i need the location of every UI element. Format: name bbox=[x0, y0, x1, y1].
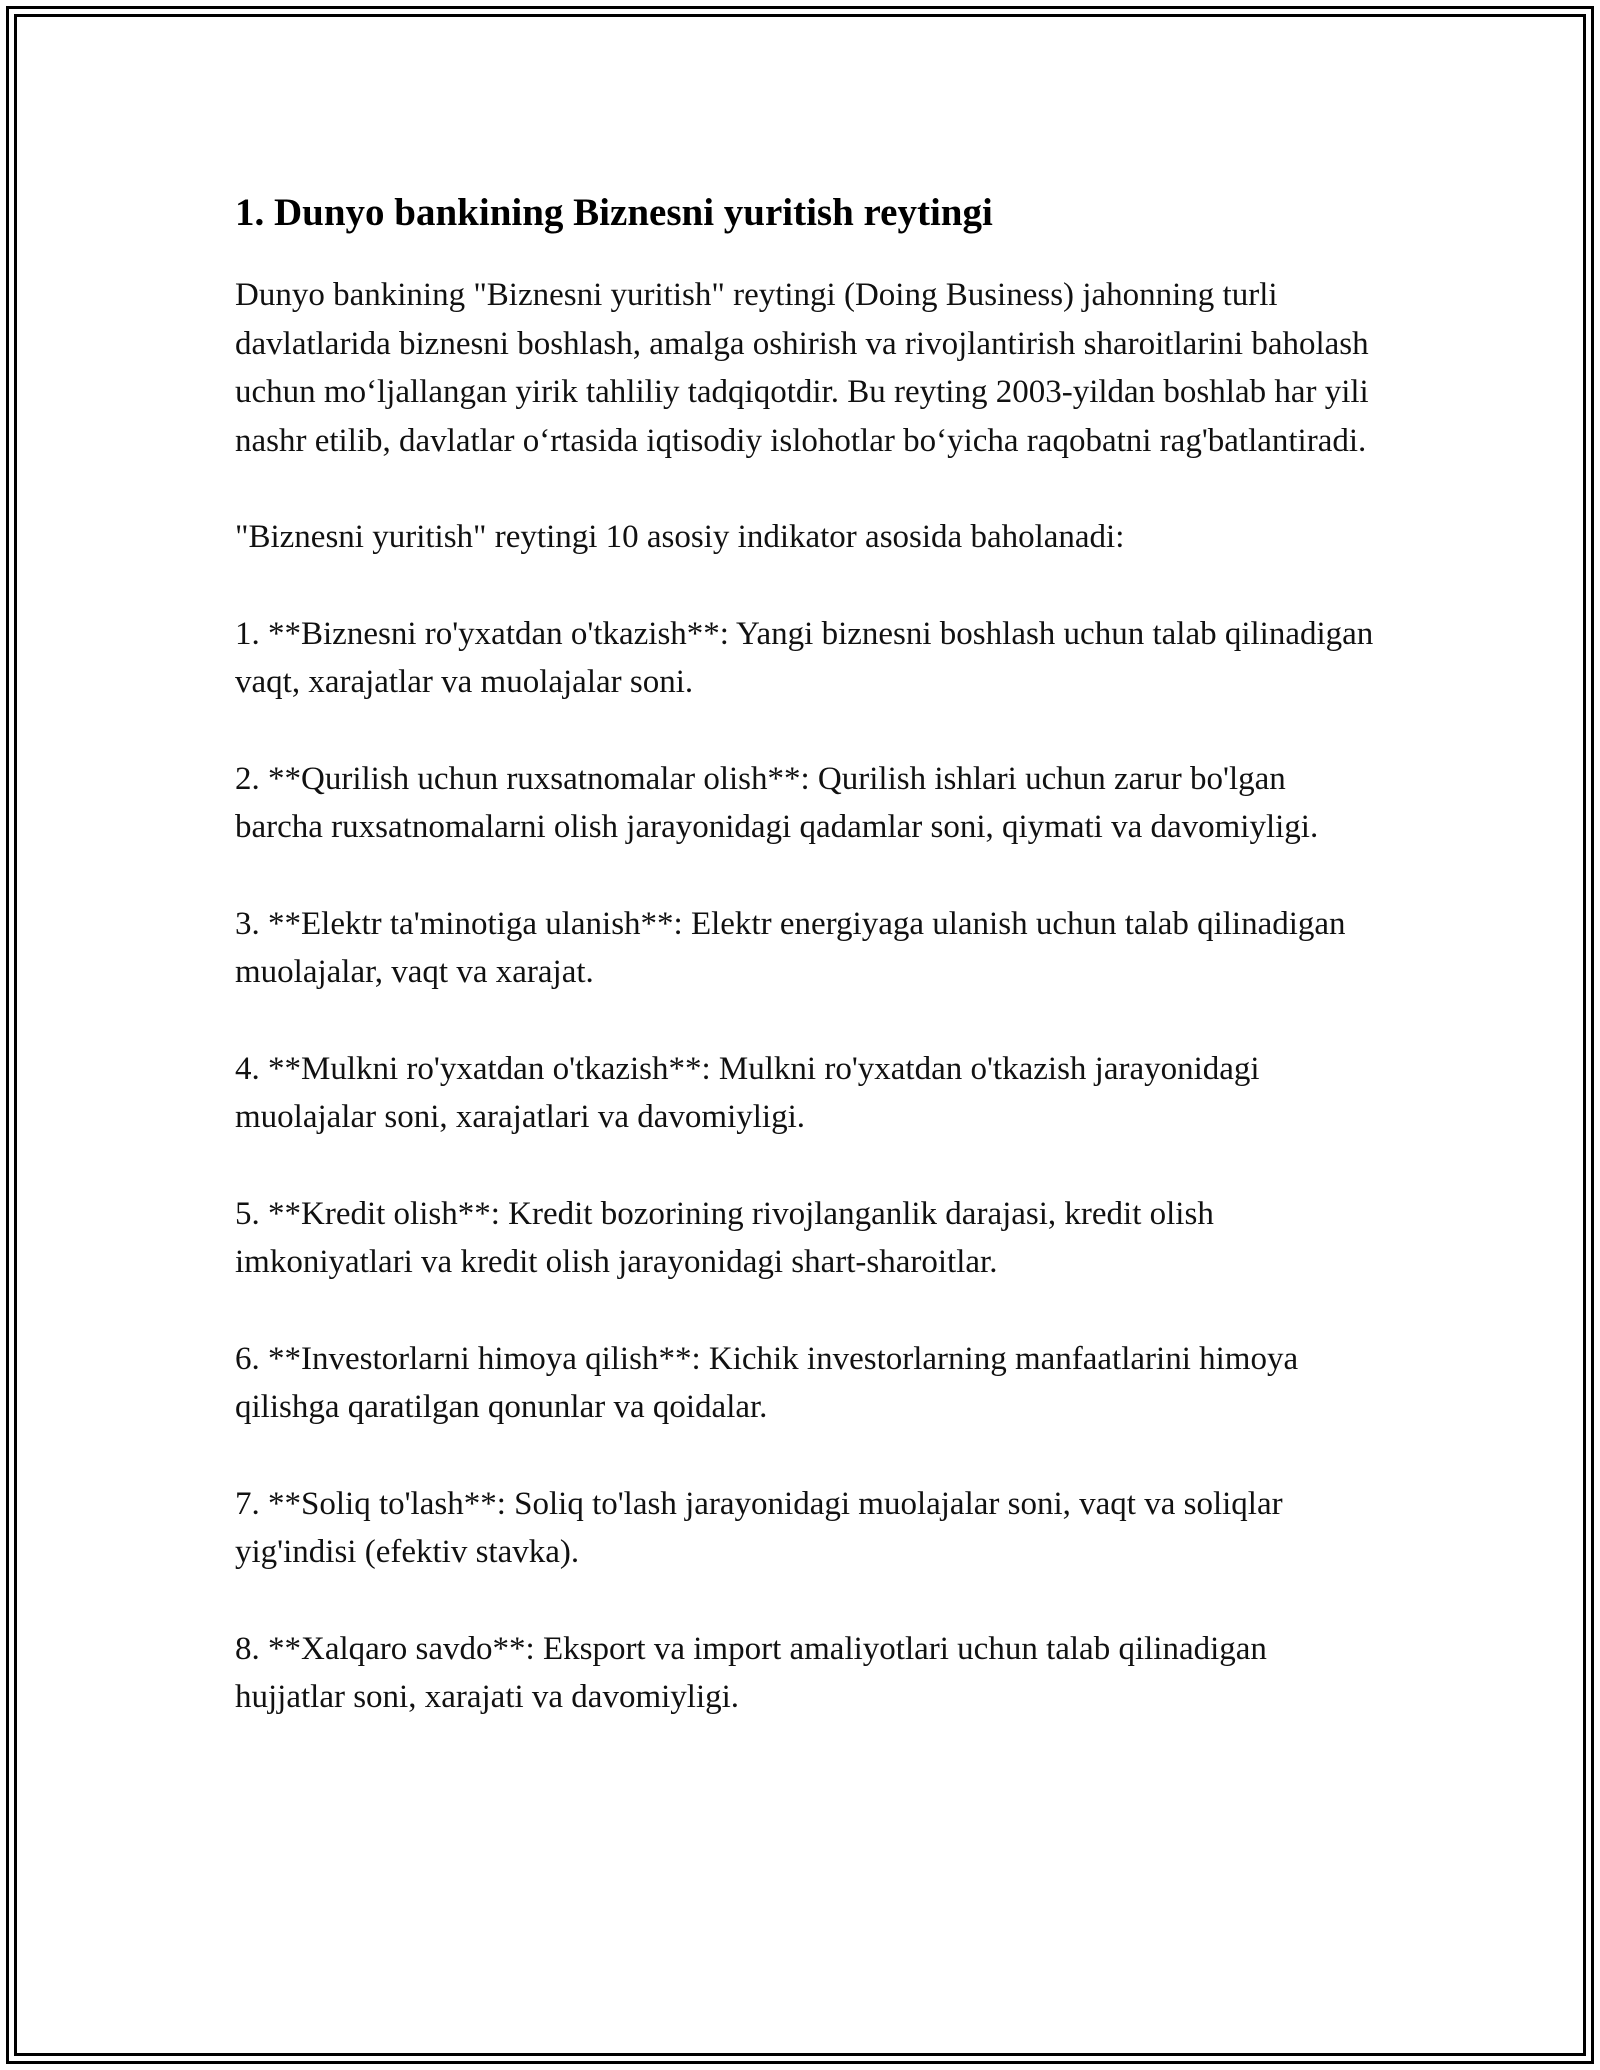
indicator-item-8: 8. **Xalqaro savdo**: Eksport va import amaliyotlari uchun talab qilinadigan hujjatlar soni, xarajati va davomiyligi. bbox=[235, 1630, 1267, 1715]
indicators-intro-paragraph: "Biznesni yuritish" reytingi 10 asosiy indikator asosida baholanadi: bbox=[235, 519, 1125, 555]
intro-paragraph: Dunyo bankining "Biznesni yuritish" reytingi (Doing Business) jahonning turli davlatlarida biznesni boshlash, amalga oshirish va rivojlantirish sharoitlarini baholash uchun mo‘ljallangan yirik tahliliy tadqiqotdir. Bu reyting 2003-yildan boshlab har yili nashr etilib, davlatlar o‘rtasida iqtisodiy islohotlar bo‘yicha raqobatni rag'batlantiradi. bbox=[235, 277, 1369, 459]
indicator-item-4: 4. **Mulkni ro'yxatdan o'tkazish**: Mulkni ro'yxatdan o'tkazish jarayonidagi muolajalar soni, xarajatlari va davomiyligi. bbox=[235, 1050, 1260, 1135]
indicator-item-1: 1. **Biznesni ro'yxatdan o'tkazish**: Yangi biznesni boshlash uchun talab qilinadigan vaqt, xarajatlar va muolajalar soni. bbox=[235, 615, 1374, 700]
indicator-item-3: 3. **Elektr ta'minotiga ulanish**: Elektr energiyaga ulanish uchun talab qilinadigan muolajalar, vaqt va xarajat. bbox=[235, 905, 1346, 990]
indicator-item-5: 5. **Kredit olish**: Kredit bozorining rivojlanganlik darajasi, kredit olish imkoniyatlari va kredit olish jarayonidagi shart-sharoitlar. bbox=[235, 1195, 1214, 1280]
indicator-item-7: 7. **Soliq to'lash**: Soliq to'lash jarayonidagi muolajalar soni, vaqt va soliqlar yig'indisi (efektiv stavka). bbox=[235, 1485, 1283, 1570]
document-body bbox=[235, 185, 1375, 1770]
section-heading: 1. Dunyo bankining Biznesni yuritish reytingi bbox=[235, 191, 993, 234]
indicator-item-6: 6. **Investorlarni himoya qilish**: Kichik investorlarning manfaatlarini himoya qilishga qaratilgan qonunlar va qoidalar. bbox=[235, 1340, 1299, 1425]
indicator-item-2: 2. **Qurilish uchun ruxsatnomalar olish**: Qurilish ishlari uchun zarur bo'lgan barcha ruxsatnomalarni olish jarayonidagi qadamlar soni, qiymati va davomiyligi. bbox=[235, 760, 1319, 845]
